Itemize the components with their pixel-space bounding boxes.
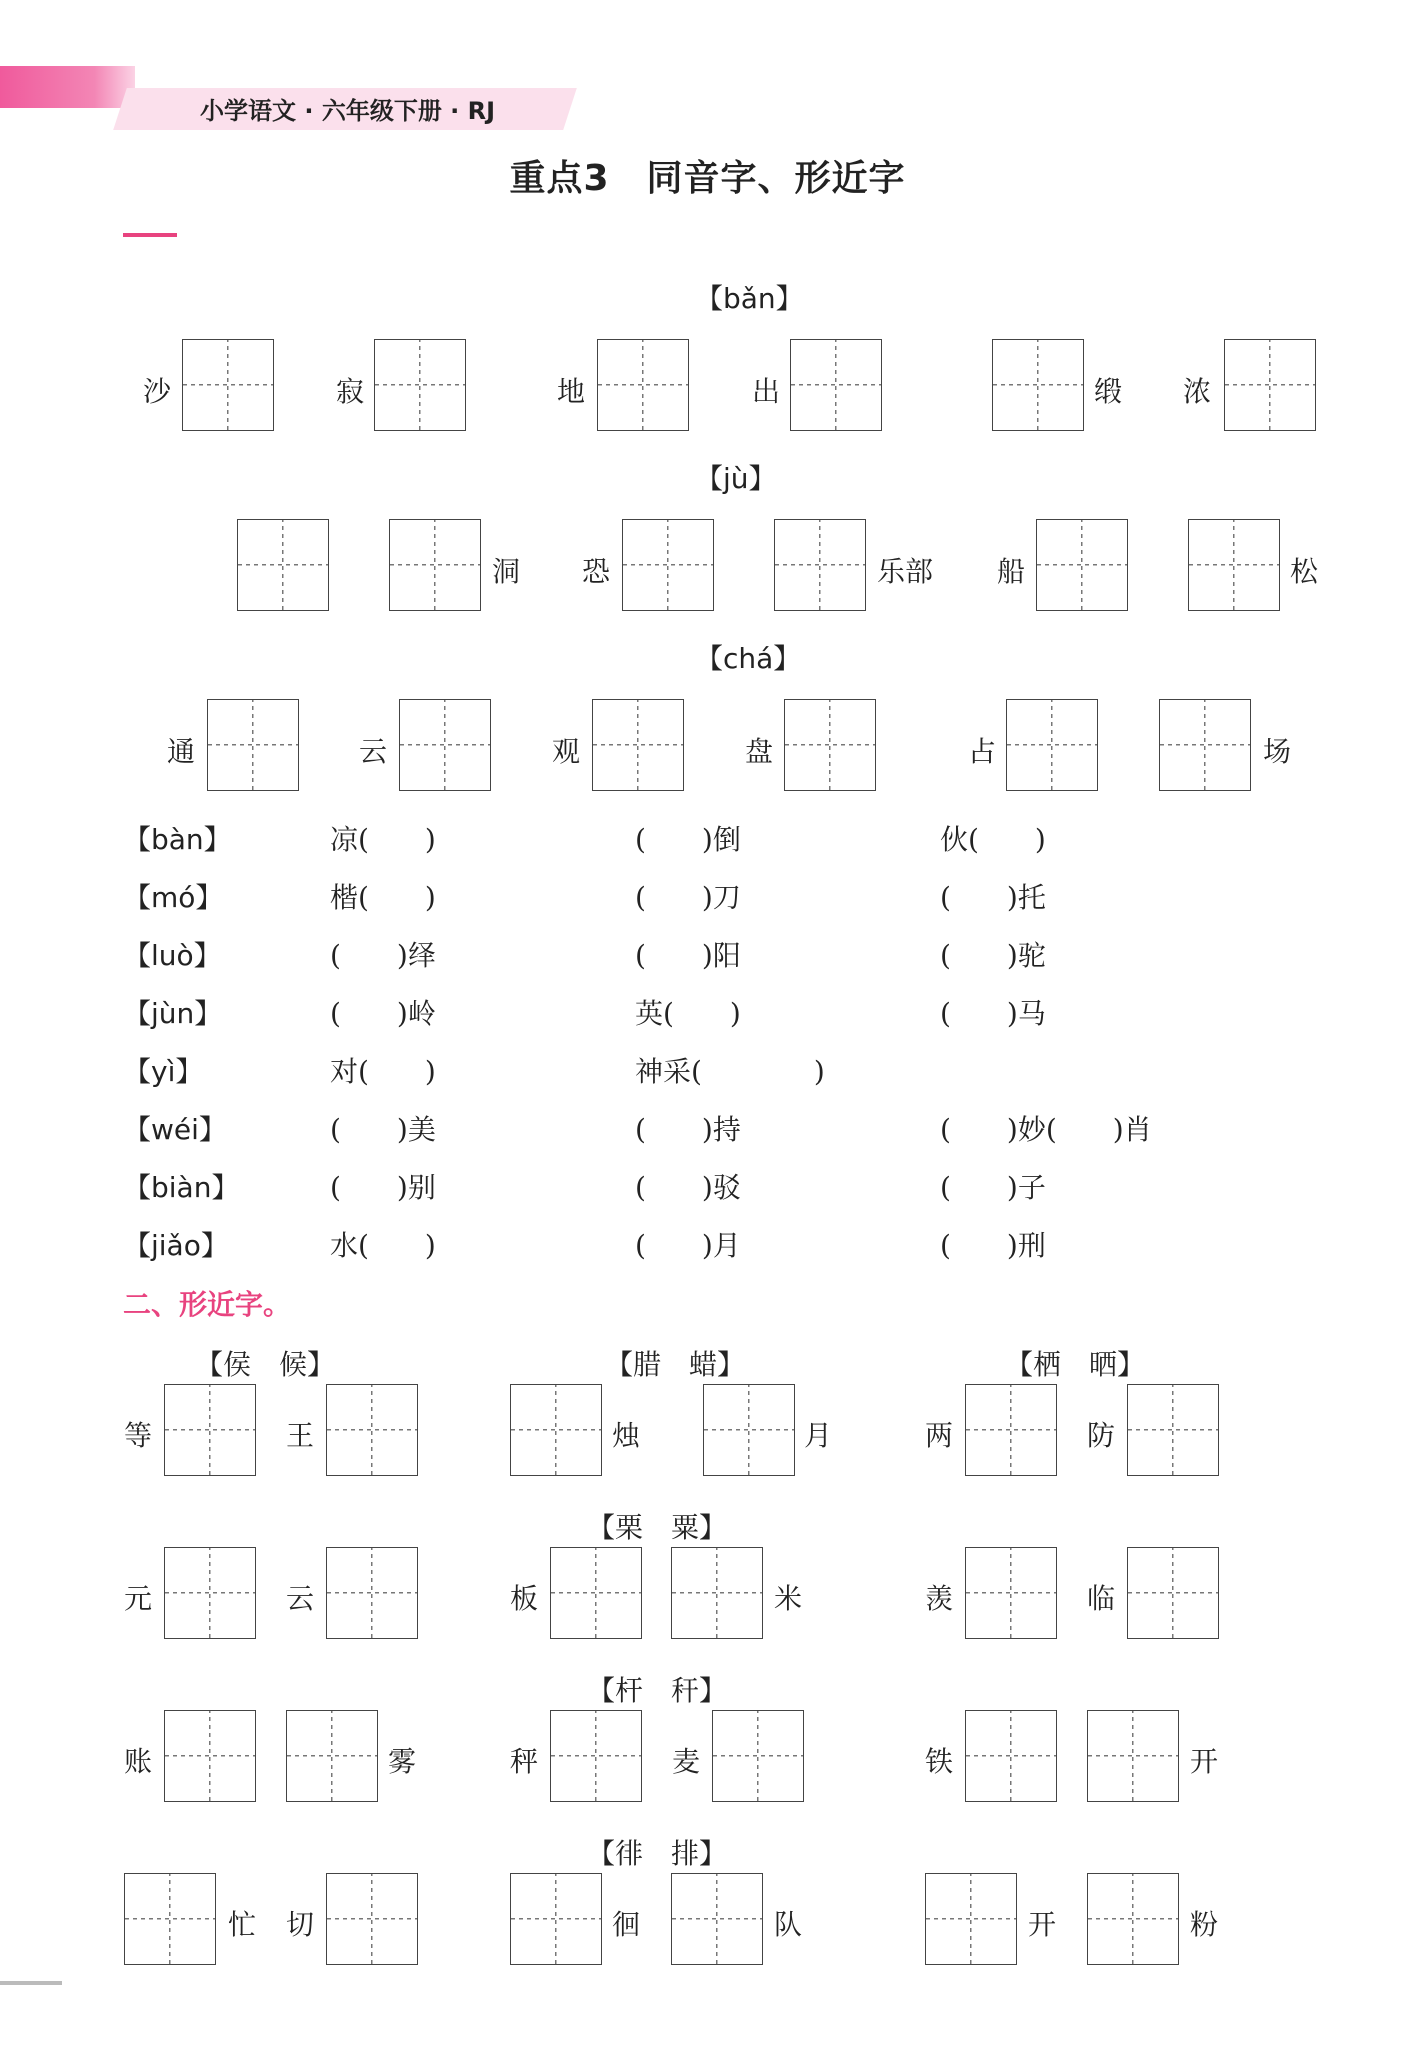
writing-box[interactable] bbox=[784, 699, 876, 791]
writing-box[interactable] bbox=[965, 1710, 1057, 1802]
writing-box[interactable] bbox=[164, 1384, 256, 1476]
writing-box[interactable] bbox=[774, 519, 866, 611]
writing-box[interactable] bbox=[597, 339, 689, 431]
writing-box[interactable] bbox=[550, 1547, 642, 1639]
fill-in-blank[interactable]: 英( ) bbox=[635, 997, 741, 1030]
fill-in-blank[interactable]: ( )驳 bbox=[635, 1171, 741, 1204]
word-char: 云 bbox=[359, 735, 388, 768]
writing-box[interactable] bbox=[992, 339, 1084, 431]
writing-box[interactable] bbox=[399, 699, 491, 791]
writing-box[interactable] bbox=[207, 699, 299, 791]
writing-box[interactable] bbox=[510, 1873, 602, 1965]
word-char: 元 bbox=[124, 1582, 153, 1615]
writing-box[interactable] bbox=[671, 1873, 763, 1965]
word-char: 通 bbox=[167, 735, 196, 768]
header-accent-band bbox=[0, 66, 135, 108]
writing-box[interactable] bbox=[182, 339, 274, 431]
fill-in-blank[interactable]: ( )美 bbox=[330, 1113, 436, 1146]
pinyin-row-label: 【jiǎo】 bbox=[123, 1229, 229, 1262]
word-char: 雾 bbox=[388, 1745, 417, 1778]
writing-box[interactable] bbox=[326, 1384, 418, 1476]
writing-box[interactable] bbox=[389, 519, 481, 611]
pinyin-row-label: 【jùn】 bbox=[123, 997, 223, 1030]
pinyin-row-label: 【bàn】 bbox=[123, 823, 232, 856]
word-char: 队 bbox=[774, 1908, 803, 1941]
writing-box[interactable] bbox=[550, 1710, 642, 1802]
pinyin-row-label: 【mó】 bbox=[123, 881, 224, 914]
writing-box[interactable] bbox=[1127, 1547, 1219, 1639]
word-char: 出 bbox=[752, 375, 781, 408]
fill-in-blank[interactable]: ( )倒 bbox=[635, 823, 741, 856]
word-char: 乐部 bbox=[877, 555, 934, 588]
word-char: 米 bbox=[774, 1582, 803, 1615]
word-char: 王 bbox=[286, 1419, 315, 1452]
word-char: 秤 bbox=[510, 1745, 539, 1778]
writing-box[interactable] bbox=[374, 339, 466, 431]
page-title: 重点3 同音字、形近字 bbox=[509, 158, 906, 199]
group-label: 【栗 粟】 bbox=[587, 1511, 728, 1544]
group-label: 【腊 蜡】 bbox=[605, 1348, 746, 1381]
word-char: 观 bbox=[552, 735, 581, 768]
word-char: 忙 bbox=[228, 1908, 257, 1941]
fill-in-blank[interactable]: ( )持 bbox=[635, 1113, 741, 1146]
fill-in-blank[interactable]: 楷( ) bbox=[330, 881, 436, 914]
word-char: 盘 bbox=[745, 735, 774, 768]
section2-heading: 二、形近字。 bbox=[123, 1288, 292, 1321]
fill-in-blank[interactable]: ( )妙( )肖 bbox=[940, 1113, 1152, 1146]
word-char: 缎 bbox=[1094, 375, 1123, 408]
writing-box[interactable] bbox=[1188, 519, 1280, 611]
writing-box[interactable] bbox=[286, 1710, 378, 1802]
word-char: 板 bbox=[510, 1582, 539, 1615]
writing-box[interactable] bbox=[703, 1384, 795, 1476]
fill-in-blank[interactable]: ( )刑 bbox=[940, 1229, 1046, 1262]
writing-box[interactable] bbox=[326, 1873, 418, 1965]
group-label: 【徘 排】 bbox=[587, 1837, 728, 1870]
word-char: 洞 bbox=[492, 555, 521, 588]
fill-in-blank[interactable]: ( )刀 bbox=[635, 881, 741, 914]
fill-in-blank[interactable]: ( )子 bbox=[940, 1171, 1046, 1204]
word-char: 等 bbox=[124, 1419, 153, 1452]
writing-box[interactable] bbox=[164, 1547, 256, 1639]
word-char: 船 bbox=[997, 555, 1026, 588]
word-char: 沙 bbox=[143, 375, 172, 408]
footer-line bbox=[0, 1981, 62, 1985]
pinyin-row-label: 【wéi】 bbox=[123, 1113, 227, 1146]
word-char: 寂 bbox=[336, 375, 365, 408]
writing-box[interactable] bbox=[510, 1384, 602, 1476]
fill-in-blank[interactable]: 对( ) bbox=[330, 1055, 436, 1088]
word-char: 临 bbox=[1087, 1582, 1116, 1615]
fill-in-blank[interactable]: 伙( ) bbox=[940, 823, 1046, 856]
word-char: 地 bbox=[557, 375, 586, 408]
pinyin-row-label: 【luò】 bbox=[123, 939, 222, 972]
word-char: 松 bbox=[1290, 555, 1319, 588]
pinyin-label: 【chá】 bbox=[695, 642, 802, 675]
writing-box[interactable] bbox=[164, 1710, 256, 1802]
word-char: 恐 bbox=[582, 555, 611, 588]
word-char: 月 bbox=[804, 1419, 833, 1452]
word-char: 防 bbox=[1087, 1419, 1116, 1452]
fill-in-blank[interactable]: ( )月 bbox=[635, 1229, 741, 1262]
fill-in-blank[interactable]: ( )驼 bbox=[940, 939, 1046, 972]
group-label: 【栖 晒】 bbox=[1005, 1348, 1146, 1381]
writing-box[interactable] bbox=[622, 519, 714, 611]
group-label: 【侯 候】 bbox=[195, 1348, 336, 1381]
word-char: 开 bbox=[1028, 1908, 1057, 1941]
writing-box[interactable] bbox=[1036, 519, 1128, 611]
writing-box[interactable] bbox=[671, 1547, 763, 1639]
writing-box[interactable] bbox=[965, 1547, 1057, 1639]
pinyin-row-label: 【biàn】 bbox=[123, 1171, 240, 1204]
word-char: 粉 bbox=[1190, 1908, 1219, 1941]
word-char: 浓 bbox=[1183, 375, 1212, 408]
pinyin-label: 【bǎn】 bbox=[695, 282, 804, 315]
word-char: 烛 bbox=[612, 1419, 641, 1452]
word-char: 开 bbox=[1190, 1745, 1219, 1778]
header-subtitle: 小学语文 · 六年级下册 · RJ bbox=[200, 97, 496, 125]
writing-box[interactable] bbox=[326, 1547, 418, 1639]
writing-box[interactable] bbox=[965, 1384, 1057, 1476]
writing-box[interactable] bbox=[1087, 1873, 1179, 1965]
fill-in-blank[interactable]: ( )马 bbox=[940, 997, 1046, 1030]
writing-box[interactable] bbox=[124, 1873, 216, 1965]
word-char: 麦 bbox=[672, 1745, 701, 1778]
fill-in-blank[interactable]: ( )别 bbox=[330, 1171, 436, 1204]
writing-box[interactable] bbox=[592, 699, 684, 791]
pinyin-row-label: 【yì】 bbox=[123, 1055, 204, 1088]
word-char: 账 bbox=[124, 1745, 153, 1778]
fill-in-blank[interactable]: 凉( ) bbox=[330, 823, 436, 856]
word-char: 切 bbox=[286, 1908, 315, 1941]
writing-box[interactable] bbox=[1006, 699, 1098, 791]
writing-box[interactable] bbox=[1159, 699, 1251, 791]
writing-box[interactable] bbox=[1087, 1710, 1179, 1802]
writing-box[interactable] bbox=[237, 519, 329, 611]
fill-in-blank[interactable]: 神采( ) bbox=[635, 1055, 825, 1088]
section1-marker bbox=[123, 233, 177, 237]
fill-in-blank[interactable]: ( )绎 bbox=[330, 939, 436, 972]
writing-box[interactable] bbox=[925, 1873, 1017, 1965]
word-char: 云 bbox=[286, 1582, 315, 1615]
word-char: 铁 bbox=[925, 1745, 954, 1778]
writing-box[interactable] bbox=[1127, 1384, 1219, 1476]
writing-box[interactable] bbox=[1224, 339, 1316, 431]
word-char: 占 bbox=[968, 735, 997, 768]
pinyin-label: 【jù】 bbox=[695, 462, 777, 495]
word-char: 两 bbox=[925, 1419, 954, 1452]
word-char: 场 bbox=[1263, 735, 1292, 768]
fill-in-blank[interactable]: 水( ) bbox=[330, 1229, 436, 1262]
fill-in-blank[interactable]: ( )托 bbox=[940, 881, 1046, 914]
fill-in-blank[interactable]: ( )阳 bbox=[635, 939, 741, 972]
writing-box[interactable] bbox=[790, 339, 882, 431]
group-label: 【杆 秆】 bbox=[587, 1674, 728, 1707]
writing-box[interactable] bbox=[712, 1710, 804, 1802]
fill-in-blank[interactable]: ( )岭 bbox=[330, 997, 436, 1030]
word-char: 羡 bbox=[925, 1582, 954, 1615]
word-char: 徊 bbox=[612, 1908, 641, 1941]
